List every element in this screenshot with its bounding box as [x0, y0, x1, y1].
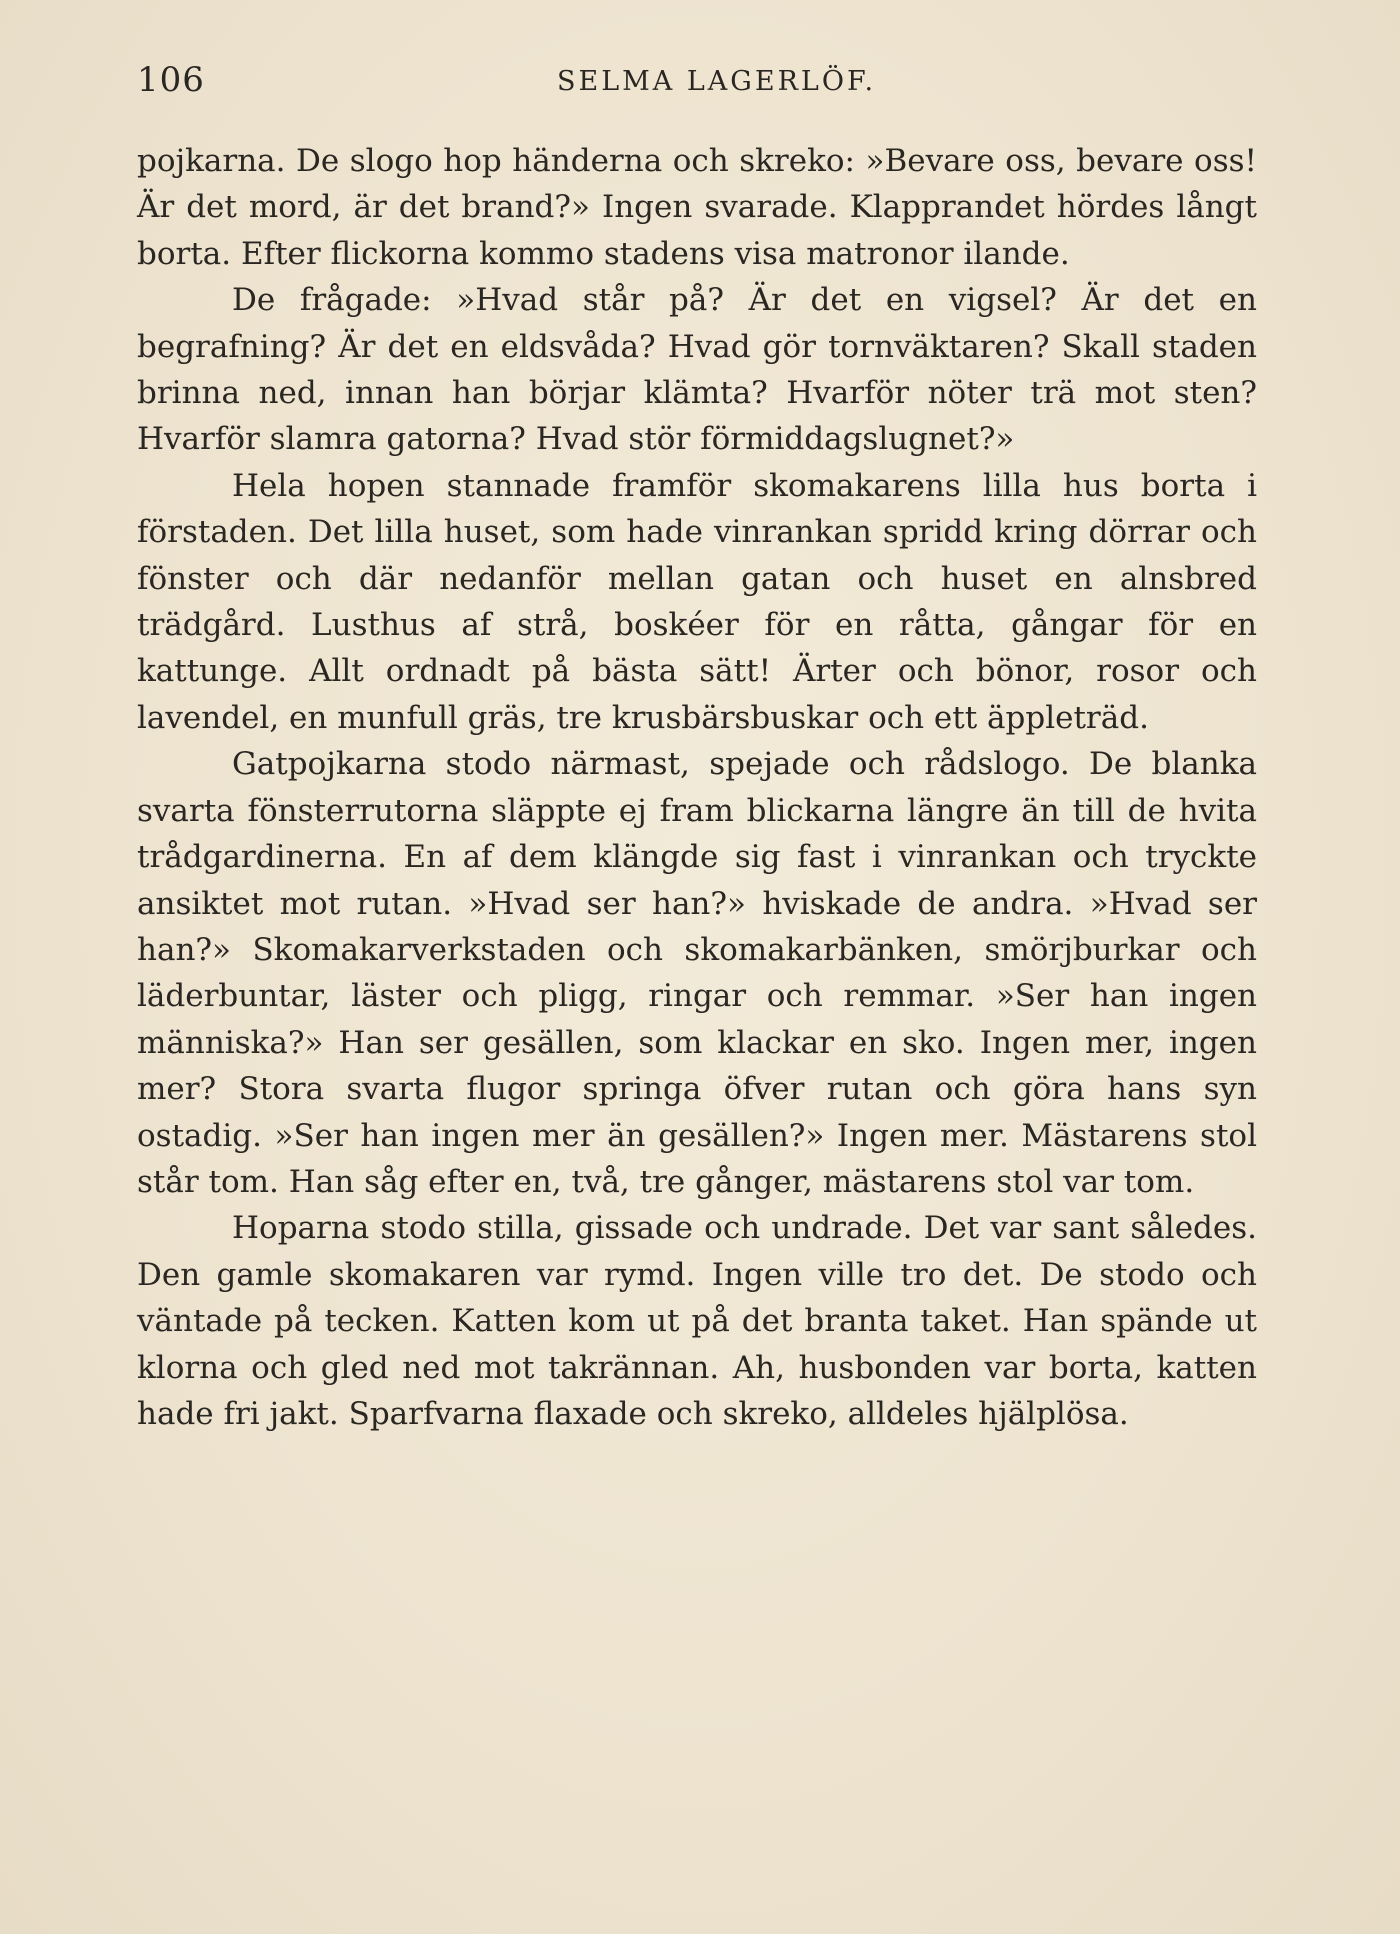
page-header: [137, 60, 1257, 110]
page-number: 106: [137, 60, 205, 100]
paragraph: Hela hopen stannade framför skomakarens lilla hus borta i förstaden. Det lilla huset, som hade vinrankan spridd kring dörrar och fönster och där nedanför mellan gatan och huset en alnsbred trädgård. Lusthus af strå, boskéer för en råtta, gångar för en kattunge. Allt ordnadt på bästa sätt! Ärter och bönor, rosor och lavendel, en munfull gräs, tre krusbärsbuskar och ett äppleträd.: [137, 467, 1257, 736]
running-head: SELMA LAGERLÖF.: [557, 66, 877, 97]
paragraph: pojkarna. De slogo hop händerna och skreko: »Bevare oss, bevare oss! Är det mord, är det brand?» Ingen svarade. Klapprandet hördes långt borta. Efter flickorna kommo stadens visa matronor ilande.: [137, 143, 1257, 272]
paragraph: Hoparna stodo stilla, gissade och undrade. Det var sant således. Den gamle skomakaren var rymd. Ingen ville tro det. De stodo och väntade på tecken. Katten kom ut på det branta taket. Han spände ut klorna och gled ned mot takrännan. Ah, husbonden var borta, katten hade fri jakt. Sparfvarna flaxade och skreko, alldeles hjälplösa.: [137, 1210, 1257, 1432]
paragraph: De frågade: »Hvad står på? Är det en vigsel? Är det en begrafning? Är det en eldsvåda? Hvad gör tornväktaren? Skall staden brinna ned, innan han börjar klämta? Hvarför nöter trä mot sten? Hvarför slamra gatorna? Hvad stör förmiddagslugnet?»: [137, 282, 1257, 458]
paragraph: Gatpojkarna stodo närmast, spejade och rådslogo. De blanka svarta fönsterrutorna släppte ej fram blickarna längre än till de hvita trådgardinerna. En af dem klängde sig fast i vinrankan och tryckte ansiktet mot rutan. »Hvad ser han?» hviskade de andra. »Hvad ser han?» Skomakarverkstaden och skomakarbänken, smörjburkar och läderbuntar, läster och pligg, ringar och remmar. »Ser han ingen människa?» Han ser gesällen, som klackar en sko. Ingen mer, ingen mer? Stora svarta flugor springa öfver rutan och göra hans syn ostadig. »Ser han ingen mer än gesällen?» Ingen mer. Mästarens stol står tom. Han såg efter en, två, tre gånger, mästarens stol var tom.: [137, 746, 1257, 1200]
body-text: [137, 138, 1257, 1437]
